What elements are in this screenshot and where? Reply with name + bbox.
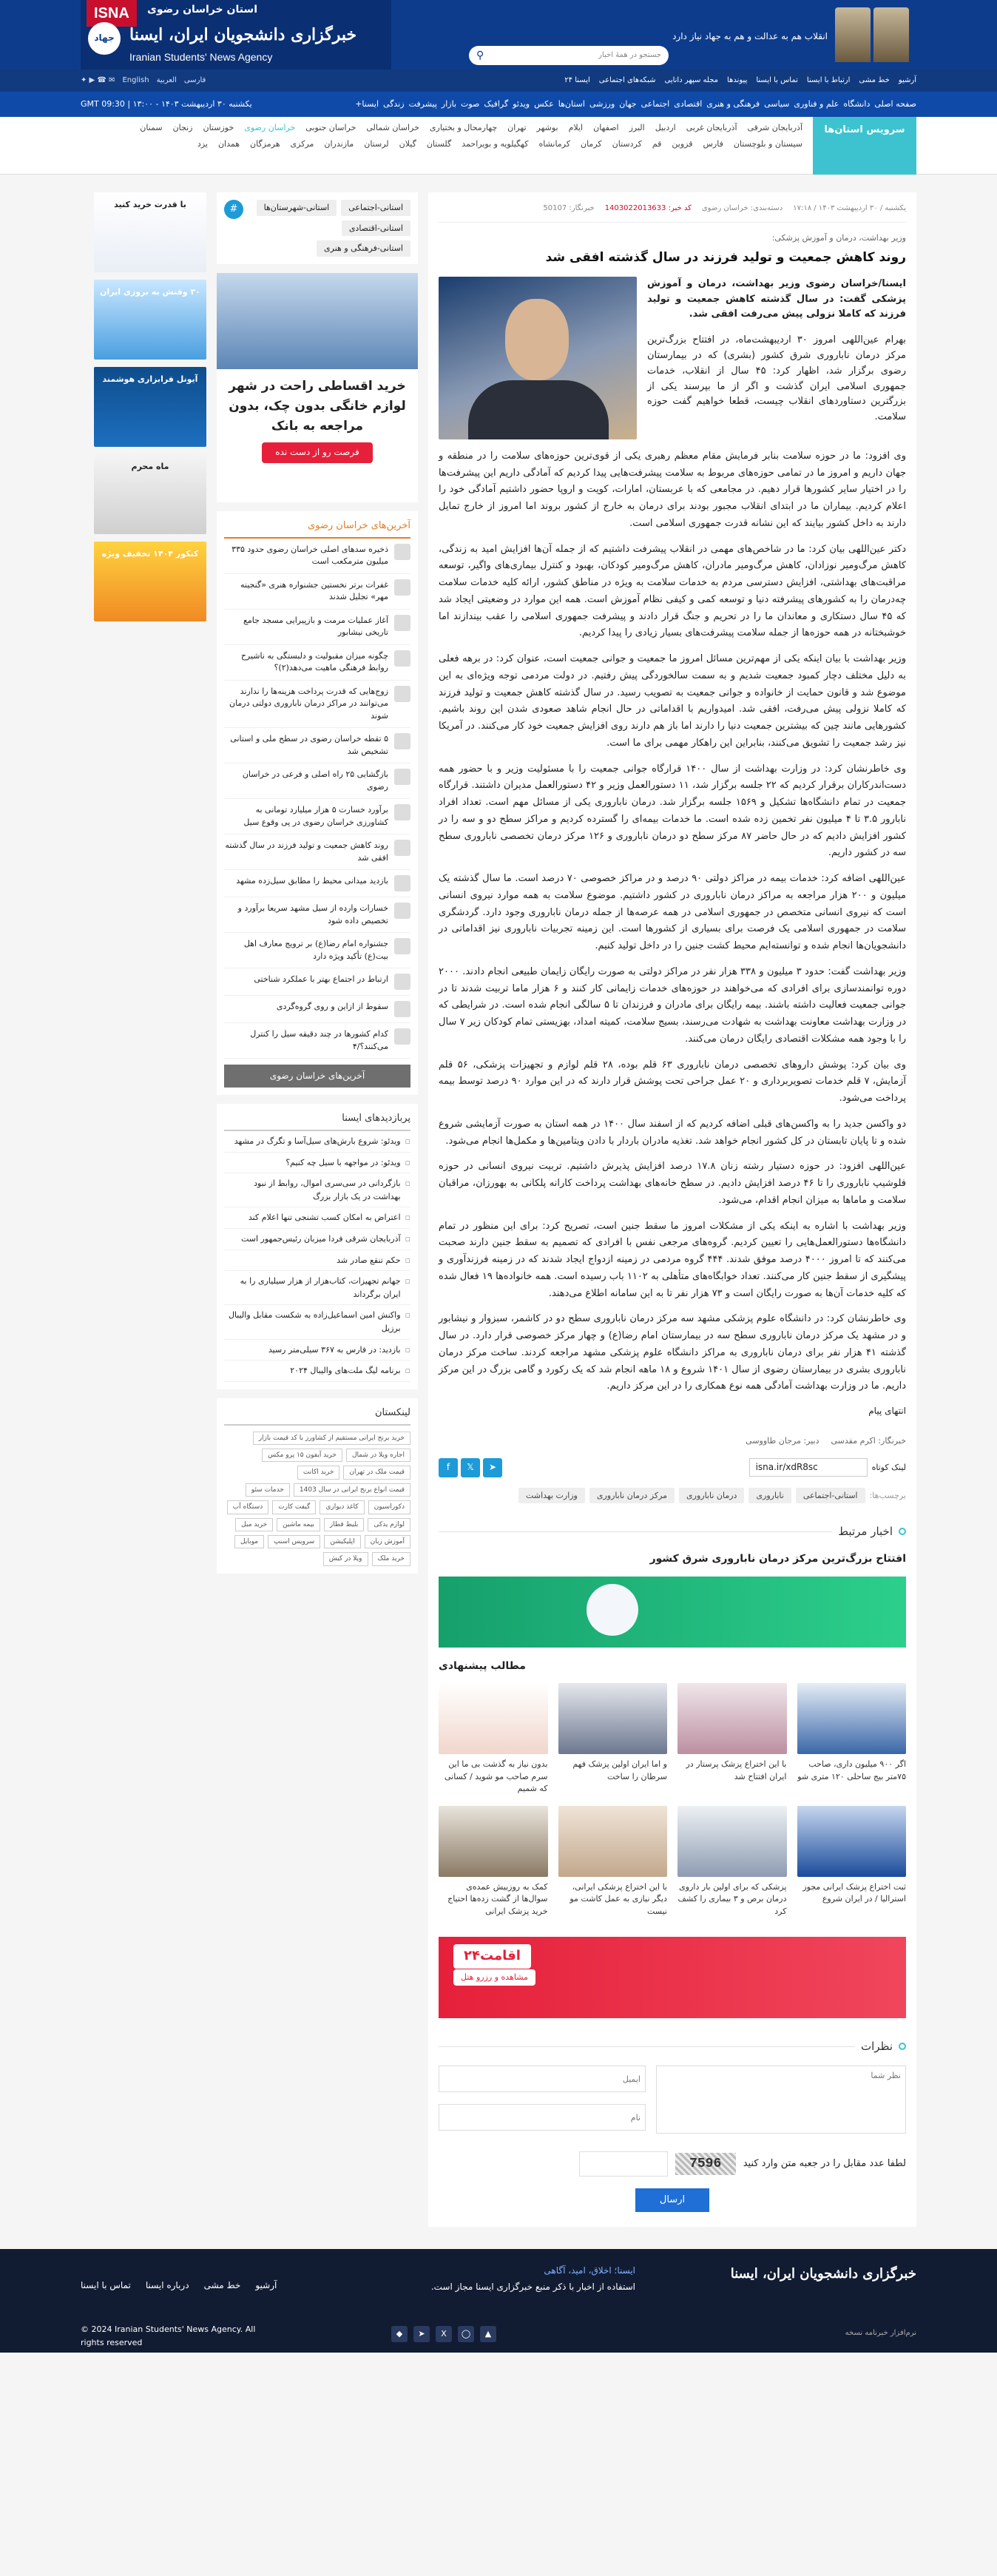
lang-ar[interactable]: العربية — [156, 76, 177, 84]
comment-form — [439, 2066, 906, 2140]
main-nav-item[interactable]: ایسنا+ — [355, 99, 379, 109]
side-ad[interactable] — [94, 192, 206, 272]
article-paragraph: دو واکسن جدید را به واکسن‌های قبلی اضافه کردیم که از اسفند سال ۱۴۰۰ در همه استان به صورت آزمایشی شروع شده و تا پایان تابستان در کل کشور انجام خواهد شد. تغذیه مادران باردار با دادن ویتامین‌ها و مکمل‌ها انجام می‌شود. — [439, 1118, 907, 1147]
most-visited-item[interactable]: ▫ بازدید: در فارس به ۳۶۷ سیلی‌متر رسید — [224, 1340, 410, 1361]
province-item[interactable]: لرستان — [364, 138, 389, 149]
comments-header — [439, 2037, 906, 2055]
province-name: استان خراسان رضوی — [147, 4, 258, 16]
latest-item[interactable] — [224, 728, 410, 763]
province-item[interactable]: مرکزی — [290, 138, 314, 149]
main-nav-item[interactable]: جهان — [619, 99, 637, 109]
suggested-card-caption: بدون نیاز به گذشت بی ما این سرم صاحب مو شوید / کسانی که شمیم — [444, 1759, 548, 1794]
link-chip[interactable]: اجاره ویلا در شمال — [346, 1449, 410, 1462]
side-ad[interactable] — [94, 367, 206, 447]
most-visited-item[interactable]: ▫ ویدئو: در مواجهه با سیل چه کنیم؟ — [224, 1153, 410, 1174]
latest-item[interactable] — [224, 681, 410, 729]
facebook-share-icon[interactable]: f — [439, 1458, 458, 1477]
footer-copyright: © 2024 Iranian Students' News Agency. All rights reserved — [81, 2324, 256, 2347]
latest-item[interactable] — [224, 1023, 410, 1059]
main-nav-item[interactable]: سیاسی — [764, 99, 790, 109]
suggested-card-caption: و اما ایران اولین پزشک فهم سرطان را ساخت — [572, 1759, 667, 1781]
logo[interactable] — [81, 0, 391, 70]
links-box — [217, 1398, 418, 1574]
category-chip[interactable]: استانی-فرهنگی و هنری — [317, 240, 410, 257]
province-item[interactable]: کرمان — [581, 138, 602, 149]
hotel-promo-banner[interactable] — [439, 1937, 906, 2018]
end-of-message: انتهای پیام — [868, 1406, 906, 1417]
suggested-card-image — [439, 1683, 548, 1754]
province-item[interactable]: سیستان و بلوچستان — [733, 138, 802, 149]
email-field[interactable] — [439, 2066, 646, 2092]
article-paragraph: وزیر بهداشت با بیان اینکه یکی از مهم‌ترین مسائل امروز ما جمعیت و جوانی جمعیت است، عنوان کرد: در برهه فعلی به دلیل مختلف دچار کمبود جمعیت شدیم و به سمت سالخوردگی پیش رفتیم. در دولت مردمی توجه ویژه‌ای به این موضوع شد و قانون حمایت از خانواده و جوانی جمعیت به تصویب رسید. در سال گذشته کاهش جمعیت و تولید فرزند که کاملا نزولی پیش می‌رفت، افقی شد. امیدواریم با اقداماتی در حال انجام شاهد صعودی شدن این روند باشیم. کشورهایی مانند چین که بیشترین جمعیت دنیا را دارند اما باز هم دارند روی افزایش جمعیت خود کار می‌کنند. در آمریکا نیز رشد جمعیت را تشویق می‌کنند، بنابراین این راهکار مهمی برای ما است. — [439, 653, 906, 749]
article-body — [439, 448, 906, 1395]
top-links — [564, 75, 916, 87]
sidebar-ad-text: خرید اقساطی راحت در شهر لوازم خانگی بدون چک، بدون مراجعه به بانک — [229, 378, 406, 434]
footer-link[interactable]: آرشیو — [255, 2279, 277, 2290]
link-chip[interactable]: دکوراسیون — [368, 1500, 410, 1514]
most-visited-list — [224, 1131, 410, 1382]
suggested-card[interactable] — [677, 1683, 787, 1796]
province-item[interactable]: خراسان رضوی — [244, 123, 296, 132]
link-chip[interactable]: خدمات سئو — [246, 1483, 290, 1497]
province-service-tag: سرویس استان‌ها — [813, 117, 916, 175]
latest-item[interactable] — [224, 933, 410, 968]
main-nav-items — [355, 98, 916, 111]
footer — [0, 2249, 997, 2353]
main-nav-item[interactable]: استان‌ها — [558, 99, 585, 109]
category-chip[interactable]: استانی-اقتصادی — [342, 220, 410, 237]
suggested-card-caption: اگر ۹۰۰ میلیون داری، صاحب ۷۵متر بیج ساحلی ۱۲۰ متری شو — [797, 1759, 906, 1781]
province-nav — [0, 117, 997, 175]
province-item[interactable]: خراسان شمالی — [366, 123, 419, 132]
reporter: خبرنگار: اکرم مقدسی — [831, 1436, 906, 1446]
reporter-code: خبرنگار: 50107 — [543, 204, 595, 212]
suggested-card-image — [558, 1683, 668, 1754]
jihad-emblem: جهاد — [88, 22, 121, 55]
latest-item-text: زوج‌هایی که قدرت پرداخت هزینه‌ها را ندارند می‌توانند در مراکز درمان ناباروری دولتی درمان شوند — [229, 686, 388, 721]
latest-item[interactable] — [224, 897, 410, 933]
telegram-share-icon[interactable]: ➤ — [483, 1458, 502, 1477]
suggested-card[interactable] — [558, 1683, 668, 1796]
site-header — [0, 0, 997, 70]
side-ad[interactable] — [94, 280, 206, 360]
main-nav-item[interactable]: اجتماعی — [641, 99, 670, 109]
latest-item-text: جشنواره امام رضا(ع) بر ترویج معارف اهل بیت(ع) تأکید ویژه دارد — [243, 939, 388, 961]
latest-item-text: کدام کشورها در چند دقیقه سیل را کنترل می‌کنند؟/۴ — [250, 1029, 388, 1051]
top-link[interactable]: آرشیو — [898, 76, 916, 84]
province-item[interactable]: قزوین — [672, 138, 693, 149]
top-link[interactable]: پیوندها — [727, 76, 748, 84]
article-paragraph: وی افزود: ما در حوزه سلامت بنابر فرمایش مقام معظم رهبری یکی از قوی‌ترین حوزه‌های سلامت را در منطقه و جهان داریم و امروز ما در تمامی حوزه‌های مربوط به سلامت پیشرفت‌هایی پیدا کردیم که آمادگی داریم این پیشرفت‌ها را در اختیار سایر کشورها قرار دهیم. در مجامعی که با عربستان، امارات، کویت و اروپا حضور داشتیم آمادگی خود را اعلام کردیم. بیماران ما در ابتدای انقلاب مجبور بودند برای درمان به خارج از کشور بروند اما امروز از خارج تمایل دارند به داخل کشور بیایند که این نشانه قدرت جمهوری اسلامی است. — [439, 450, 906, 529]
link-chip[interactable]: کاغذ دیواری — [320, 1500, 364, 1514]
latest-item-text: بازگشایی ۲۵ راه اصلی و فرعی در خراسان رضوی — [242, 769, 388, 792]
name-field[interactable] — [439, 2104, 646, 2131]
main-nav-item[interactable]: بازار — [441, 99, 457, 109]
latest-item-text: چگونه میزان مقبولیت و دلبستگی به ناشیرح روابط فرهنگی ماهیت می‌دهد(۲)؟ — [240, 650, 388, 673]
most-visited-item[interactable]: ▫ جهانم تجهیزات، کتاب‌هزار از هزار سیلیاری را به ایران برگرداند — [224, 1271, 410, 1305]
link-chip[interactable]: موبایل — [234, 1535, 264, 1548]
province-item[interactable]: البرز — [629, 123, 645, 132]
link-chips — [224, 1432, 410, 1566]
province-item[interactable]: گیلان — [399, 138, 416, 149]
suggested-card[interactable] — [558, 1806, 668, 1918]
article-kicker: وزیر بهداشت، درمان و آموزش پزشکی: — [771, 233, 906, 243]
news-code: کد خبر: 1403022013633 — [604, 204, 692, 212]
latest-number-icon — [394, 769, 410, 785]
article-paragraph: وی خاطرنشان کرد: در دانشگاه علوم پزشکی مشهد سه مرکز درمان ناباروری سطح دو در کاشمر، سبزوار و نیشابور و در مشهد یک مرکز درمان ناباروری سطح سه در بیمارستان امام رضا(ع) و چهار مرکز خصوصی قرار دارد. در سال گذشته ۴۱ هزار نفر برای درمان ناباروری به مراکز دانشگاه علوم پزشکی مشهد مراجعه کردند. ساخت مرکز درمان ناباروری بشری در بیمارستان رضوی از سال ۱۴۰۱ شروع و ۱۸ ماهه انجام شد که یک رکورد و گامی بزرگ در این مرکز داریم. ما در وزارت بهداشت آمادگی همه نوع همکاری را در این مرکز داریم. — [439, 1313, 907, 1392]
link-chip[interactable]: قیمت انواع برنج ایرانی در سال 1403 — [294, 1483, 410, 1497]
latest-item[interactable] — [224, 574, 410, 610]
twitter-share-icon[interactable]: 𝕏 — [461, 1458, 480, 1477]
authors — [439, 1434, 906, 1448]
province-item[interactable]: ایلام — [568, 123, 584, 132]
share-buttons — [439, 1458, 502, 1477]
side-ad-text: ماه محرم — [131, 462, 169, 471]
province-item[interactable]: فارس — [703, 138, 723, 149]
most-visited-item[interactable]: ▫ حکم تنقع صادر شد — [224, 1250, 410, 1272]
sidebar-ad[interactable] — [217, 273, 418, 502]
latest-item[interactable] — [224, 870, 410, 897]
most-visited-item[interactable]: ▫ برنامه لیگ ملت‌های والیبال ۲۰۲۴ — [224, 1361, 410, 1382]
telegram-icon[interactable]: ➤ — [413, 2326, 430, 2342]
latest-number-icon — [394, 686, 410, 702]
main-nav-item[interactable]: فرهنگی و هنری — [706, 99, 760, 109]
latest-item-text: روند کاهش جمعیت و تولید فرزند در سال گذشته افقی شد — [225, 840, 388, 863]
agency-name-en: Iranian Students' News Agency — [129, 51, 273, 63]
province-item[interactable]: چهارمحال و بختیاری — [429, 123, 498, 132]
suggested-card-image — [797, 1806, 907, 1877]
tag-chip[interactable]: مرکز درمان ناباروری — [589, 1488, 675, 1504]
latest-item[interactable] — [224, 968, 410, 996]
top-link[interactable]: خط مشی — [859, 76, 890, 84]
submit-comment-button[interactable]: ارسال — [635, 2188, 709, 2212]
suggested-card[interactable] — [439, 1806, 548, 1918]
latest-number-icon — [394, 1028, 410, 1045]
latest-item[interactable] — [224, 610, 410, 645]
main-nav-item[interactable]: صفحه اصلی — [874, 99, 916, 109]
province-item[interactable]: مازندران — [324, 138, 354, 149]
related-news-item[interactable]: افتتاح بزرگ‌ترین مرکز درمان ناباروری شرق کشور — [649, 1553, 906, 1565]
province-item[interactable]: گلستان — [426, 138, 452, 149]
top-link[interactable]: تماس با ایسنا — [756, 76, 798, 84]
footer-social — [391, 2326, 496, 2342]
side-ad-text: آیونل فرابزاری هوشمند — [102, 374, 198, 384]
links-title: لینکستان — [224, 1406, 410, 1426]
article-title: روند کاهش جمعیت و تولید فرزند در سال گذشته افقی شد — [545, 249, 906, 265]
main-nav-item[interactable]: گرافیک — [484, 99, 509, 109]
suggested-card[interactable] — [797, 1806, 907, 1918]
footer-link[interactable]: تماس با ایسنا — [81, 2279, 131, 2290]
footer-links — [81, 2279, 277, 2293]
aparat-icon[interactable]: ▲ — [480, 2326, 496, 2342]
main-nav — [0, 92, 997, 117]
lang-en[interactable]: English — [122, 76, 149, 84]
captcha-input[interactable] — [579, 2151, 668, 2177]
link-chip[interactable]: دستگاه آب — [227, 1500, 269, 1514]
suggested-title: مطالب پیشنهادی — [439, 1659, 526, 1672]
tags-label: برچسب‌ها: — [869, 1490, 906, 1500]
side-ad-text: با قدرت خرید کنید — [114, 200, 186, 209]
link-chip[interactable]: خرید آیفون ۱۵ پرو مکس — [262, 1449, 342, 1462]
captcha-label: لطفا عدد مقابل را در جعبه متن وارد کنید — [743, 2157, 906, 2169]
search-box[interactable] — [469, 46, 669, 65]
main-nav-item[interactable]: صوت — [461, 99, 480, 109]
article-paragraph: عین‌اللهی اضافه کرد: خدمات بیمه در مراکز دولتی ۹۰ درصد و در مراکز خصوصی ۷۰ درصد است. ما سال گذشته یک میلیون و ۲۰۰ هزار مراجعه به مراکز درمان ناباروری در کشور داشتیم. موضوع سلامت به همه موارد نیروی انسانی است که نیروی انسانی متخصص در جمهوری اسلامی در همه عرصه‌ها از جمله درمان ناباروری وجود دارد. گردشگری سلامت در جمهوری اسلامی یک فرصت برای بسیاری از کشورها است. این زمینه تجربیات ناباروری نیز اقداماتی در دانشجویان‌ها انجام شده و توانسته‌ایم محیط کشت جنین را در داخل تولید کنیم. — [439, 873, 907, 952]
comment-textarea[interactable] — [656, 2066, 906, 2134]
suggested-card-caption: با این اختراع پزشک پرستار در ایران افتتاح شد — [686, 1759, 787, 1781]
top-link[interactable]: مجله سپهر دانایی — [664, 76, 719, 84]
province-item[interactable]: تهران — [507, 123, 527, 132]
suggested-card-image — [439, 1806, 548, 1877]
category-box — [217, 192, 418, 264]
main-nav-item[interactable]: دانشگاه — [843, 99, 871, 109]
main-nav-item[interactable]: زندگی — [383, 99, 405, 109]
promo-sub: مشاهده و رزرو هتل — [453, 1969, 535, 1986]
latest-number-icon — [394, 579, 410, 596]
suggested-card[interactable] — [439, 1683, 548, 1796]
latest-item-text: بازدید میدانی محیط را مطابق سیل‌زده مشهد — [236, 876, 388, 886]
latest-number-icon — [394, 840, 410, 856]
main-nav-item[interactable]: عکس — [534, 99, 554, 109]
top-link[interactable]: شبکه‌های اجتماعی — [598, 76, 656, 84]
latest-number-icon — [394, 544, 410, 560]
rubika-icon[interactable]: ◆ — [391, 2326, 408, 2342]
latest-number-icon — [394, 650, 410, 667]
latest-number-icon — [394, 615, 410, 631]
link-chip[interactable]: خرید ملک — [372, 1552, 410, 1565]
publish-date: یکشنبه / ۳۰ اردیبهشت ۱۴۰۳ / ۱۷:۱۸ — [793, 204, 906, 212]
province-item[interactable]: خراسان جنوبی — [305, 123, 356, 132]
main-nav-item[interactable]: پیشرفت — [408, 99, 437, 109]
article-paragraph: وی بیان کرد: پوشش داروهای تخصصی درمان ناباروری ۶۳ قلم بوده، ۲۸ قلم لوازم و تجهیزات پزشکی، ۵۶ قلم آزمایش، ۷ قلم خدمات تصویربرداری و ۲۰ عمل جراحی تحت پوشش قرار دارند که در این موارد ۹۰ درصد توسط بیمه پرداخت می‌شود. — [439, 1059, 906, 1105]
leaders-portraits — [835, 7, 909, 62]
instagram-icon[interactable]: ◯ — [458, 2326, 474, 2342]
suggested-card[interactable] — [677, 1806, 787, 1918]
province-item[interactable]: قم — [652, 138, 662, 149]
latest-number-icon — [394, 1001, 410, 1017]
side-ad-text: کنکور ۱۴۰۴ تخفیف ویژه — [101, 549, 199, 559]
main-nav-item[interactable]: علم و فناوری — [794, 99, 839, 109]
latest-item[interactable] — [224, 834, 410, 870]
main-nav-item[interactable]: ویدئو — [513, 99, 530, 109]
article-lead: ایسنا/خراسان رضوی وزیر بهداشت، درمان و آموزش پزشکی گفت: در سال گذشته کاهش جمعیت و تولید فرزند که کاملا نزولی پیش می‌رفت افقی شد. — [647, 277, 906, 320]
link-chip[interactable]: خرید مبل — [235, 1518, 273, 1531]
latest-number-icon — [394, 875, 410, 891]
province-item[interactable]: کردستان — [612, 138, 642, 149]
article-meta — [439, 203, 906, 223]
footer-slogan: ایسنا؛ اخلاق، امید، آگاهی — [544, 2265, 635, 2276]
article-paragraph: دکتر عین‌اللهی بیان کرد: ما در شاخص‌های مهمی در انقلاب پیشرفت داشتیم که از جمله آن‌ها افزایش امید به زندگی، کاهش مرگ‌ومیر نوزادان، کاهش مرگ‌ومیر مادران، کاهش مرگ‌ومیر کودکان، بهبود و کنترل بیماری‌های واگیر، توسعه مراقبت‌های بهداشتی، افزایش دسترسی مردم به خدمات سلامت به ویژه در مناطق کشور، ارائه کلیه خدمات سلامت چه‌درمان را به کشورهای پیشرفته دنیا و توسعه کمی و کیفی نظام آموزش است. همه این موارد در وضعیتی ایجاد شد که ۴۵ سال دستکاری و معاندان ما را در تحریم و جنگ قرار دادند و پیشرفت جمهوری اسلامی را عقب بیندازند اما خوشبختانه در همه حوزه‌ها از جمله سلامت پیشرفت‌های بسیار زیادی را پیدا کردیم. — [439, 543, 906, 639]
province-item[interactable]: اصفهان — [593, 123, 619, 132]
suggested-card-image — [677, 1683, 787, 1754]
captcha-row — [439, 2151, 906, 2177]
short-link-label: لینک کوتاه — [871, 1463, 906, 1473]
ads-column — [94, 192, 206, 621]
province-item[interactable]: اردبیل — [655, 123, 676, 132]
ad-banner[interactable] — [439, 1577, 906, 1648]
link-chip[interactable]: خرید اکانت — [297, 1466, 340, 1479]
most-visited-item[interactable]: ▫ آذربایجان شرقی فردا میزبان رئیس‌جمهور است — [224, 1229, 410, 1250]
latest-item-text: ۵ تقطه خراسان رضوی در سطح ملی و استانی تشخیص شد — [230, 734, 388, 756]
latest-number-icon — [394, 974, 410, 990]
short-link — [749, 1458, 906, 1477]
footer-logo[interactable]: خبرگزاری دانشجویان ایران، ایسنا — [730, 2265, 916, 2282]
main-nav-item[interactable]: ورزشی — [589, 99, 615, 109]
link-chip[interactable]: لوازم یدکی — [368, 1518, 410, 1531]
suggested-card-caption: ثبت اختراع پزشک ایرانی مجوز استرالیا / در ایران شروع — [802, 1881, 906, 1904]
province-item[interactable]: هرمزگان — [250, 138, 280, 149]
article-paragraph: وزیر بهداشت با اشاره به اینکه یکی از مشکلات امروز ما سقط جنین است، تصریح کرد: برای این منظور در تمام دانشگاه‌ها دستورالعمل‌هایی را تعیین کردیم. گروه‌های مرجعی نفس با افرادی که تصمیم به سقط جنین دارند صحبت می‌کنند که تا امروز ۴۰۰۰ درصد موفق شدند. ۴۴۴ گروه مردمی در زمینه ازدواج ایجاد شدند که در زمینه فرزندآوری و پیشگیری از سقط جنین کار می‌کنند. تعداد خوابگاه‌های متأهلی به ۱۱۰۲ باب رسیده است. همه خانواده‌ها ۱۹ فعال شده که کلیه خدمات آن‌ها به صورت رایگان است و ۷۳ هزار نفر تا به این سامانه اطلاع می‌دهند. — [439, 1220, 907, 1299]
agency-name-fa: خبرگزاری دانشجویان ایران، ایسنا — [129, 25, 357, 44]
related-title: اخبار مرتبط — [838, 1525, 893, 1539]
latest-item-text: سقوط از ازاین و روی گروه‌گردی — [276, 1002, 388, 1012]
latest-item-text: غفرات برتر نخستین جشنواره هنری «گنجینه مهر» تجلیل شدند — [240, 579, 388, 602]
main-nav-item[interactable]: اقتصادی — [674, 99, 703, 109]
link-chip[interactable]: قیمت ملک در تهران — [343, 1466, 410, 1479]
suggested-card-caption: کمک به روزبیش عمده‌ی سوال‌ها از گشت زده‌ها احتیاج خرید پزشک ایرانی — [447, 1881, 548, 1916]
province-item[interactable]: کرمانشاه — [538, 138, 570, 149]
latest-item[interactable] — [224, 539, 410, 574]
editor: دبیر: مرجان طاووسی — [746, 1436, 819, 1446]
suggested-card-image — [558, 1806, 668, 1877]
most-visited-item[interactable]: ▫ ویدئو: شروع بارش‌های سیل‌آسا و تگرگ در مشهد — [224, 1131, 410, 1153]
article-paragraph: وی خاطرنشان کرد: در وزارت بهداشت از سال ۱۴۰۰ قرارگاه جوانی جمعیت را با مسئولیت وزیر و با حضور همه دست‌اندرکاران برقرار کردیم که ۲۲ جلسه برگزار شد، ۱۱ دستورالعمل وزیر و ۴۲ دستورالعمل مدیران داشتند. قرارگاه جمعیت در تمام دانشگاه‌ها تشکیل و ۱۵۶۹ جلسه برگزار شد. درمان ناباروری یکی از مسائل مهم است. تعداد افراد نابارور ۳.۵ تا ۴ میلیون نفر تخمین زده شده است. ما خدمات بیمه‌ای را گسترده کردیم و مراکز سطح دو و سه را در کشور افزایش دادیم که در حال حاضر ۸۷ مرکز سطح دو درمان ناباروری و ۱۲۶ مرکز درمان تخصصی ناباروری سطح سه در کشور داریم. — [439, 763, 907, 859]
tag-chip[interactable]: وزارت بهداشت — [518, 1488, 585, 1504]
footer-copy-note: استفاده از اخبار با ذکر منبع خبرگزاری ایسنا مجاز است. — [430, 2281, 635, 2292]
category-chip[interactable]: استانی-شهرستان‌ها — [257, 200, 337, 216]
side-ad[interactable] — [94, 542, 206, 621]
hashtag-icon: # — [224, 200, 243, 219]
search-input[interactable]: جستجو در همهٔ اخبار — [598, 51, 661, 59]
x-icon[interactable]: X — [436, 2326, 452, 2342]
developer-credit: نرم‌افزار خبرنامه نسخه — [845, 2328, 916, 2337]
category-chips — [249, 200, 410, 257]
most-visited-item[interactable]: ▫ اعتراض به امکان کسب تشنجی تنها اعلام کند — [224, 1207, 410, 1229]
category-chip[interactable]: استانی-اجتماعی — [341, 200, 410, 216]
article-photo[interactable] — [439, 277, 637, 439]
short-link-field[interactable]: isna.ir/xdR8sc — [749, 1458, 868, 1477]
article — [428, 192, 916, 2227]
category[interactable]: دسته‌بندی: خراسان رضوی — [701, 204, 783, 212]
language-switcher — [81, 75, 206, 87]
province-item[interactable]: سمنان — [140, 123, 163, 132]
latest-item-text: برآورد خسارت ۵ هزار میلیارد تومانی به کشاورزی خراسان رضوی در پی وقوع سیل — [243, 805, 388, 827]
most-visited-box — [217, 1104, 418, 1389]
captcha-image: 7596 — [675, 2153, 736, 2175]
article-paragraph: عین‌اللهی افزود: در حوزه دستیار رشته زنان ۱۷.۸ درصد افزایش پذیرش داشتیم. تربیت نیروی انسانی در حوزه فلوشیپ ناباروری را تا ۴۶ درصد افزایش دادیم. در سطح خانه‌های بهداشت پرداخت کارانه پلکانی به بهورزان، مراقبان سلامت و ماماها به میزان انجام اقدام، می‌شود. — [439, 1161, 906, 1206]
footer-link[interactable]: خط مشی — [203, 2279, 241, 2290]
tag-chip[interactable]: استانی-اجتماعی — [796, 1488, 865, 1504]
latest-item-text: ذخیره سدهای اصلی خراسان رضوی حدود ۳۳۵ میلیون مترمکعب است — [231, 544, 388, 567]
social-icons[interactable]: ✉ ☎ ▶ ✦ — [81, 76, 115, 84]
top-link[interactable]: ارتباط با ایسنا — [806, 76, 851, 84]
province-item[interactable]: خوزستان — [203, 123, 234, 132]
most-visited-item[interactable]: ▫ واکنش امین اسماعیل‌زاده به شکست مقابل والیبال برزیل — [224, 1305, 410, 1339]
province-item[interactable]: کهگیلویه و بویراحمد — [462, 138, 529, 149]
latest-title: آخرین‌های خراسان رضوی — [224, 519, 410, 539]
latest-number-icon — [394, 733, 410, 749]
latest-item[interactable] — [224, 799, 410, 834]
link-chip[interactable]: آموزش زبان — [365, 1535, 410, 1548]
isna-badge: ISNA — [87, 0, 137, 27]
most-visited-item[interactable]: ▫ بازگردانی در سی‌سری اموال، روابط از نبود بهداشت در یک بازار بزرگ — [224, 1173, 410, 1207]
top-link[interactable]: ایسنا ۲۴ — [564, 76, 590, 84]
link-chip[interactable]: اپلیکیشن — [324, 1535, 360, 1548]
tags — [439, 1488, 906, 1504]
lang-fa[interactable]: فارسی — [183, 76, 206, 84]
related-news-header — [439, 1523, 906, 1540]
sidebar-ad-button[interactable]: فرصت رو از دست نده — [262, 442, 372, 462]
latest-item[interactable] — [224, 763, 410, 799]
province-item[interactable]: زنجان — [172, 123, 193, 132]
tag-chip[interactable]: ناباروری — [748, 1488, 791, 1504]
top-bar — [0, 70, 997, 92]
article-lead-2: بهرام عین‌اللهی امروز ۳۰ اردیبهشت‌ماه، در افتتاح بزرگ‌ترین مرکز درمان ناباروری شرق کشور (بشری) که در بیمارستان رضوی برگزار شد، اظهار کرد: ۴۵ سال از انقلاب، خدمات جمهوری اسلامی ایران گذشت و اگر از ما بپرسند یکی از بزرگترین دستاوردهای انقلاب چیست، قطعا خواهیم گفت حوزه سلامت. — [647, 334, 906, 423]
province-item[interactable]: بوشهر — [536, 123, 558, 132]
header-quote: انقلاب هم به عدالت و هم به جهاد نیاز دارد — [672, 31, 828, 41]
province-item[interactable]: آذربایجان غربی — [686, 123, 737, 132]
link-chip[interactable]: خرید برنج ایرانی مستقیم از کشاورز با کد قیمت بازار — [253, 1432, 410, 1445]
suggested-card-image — [797, 1683, 907, 1754]
latest-number-icon — [394, 804, 410, 820]
link-chip[interactable]: ویلا در کیش — [323, 1552, 368, 1565]
search-icon[interactable]: ⚲ — [476, 49, 484, 61]
tag-chip[interactable]: درمان ناباروری — [679, 1488, 744, 1504]
latest-number-icon — [394, 938, 410, 954]
suggested-card-caption: با این اختراع پزشکی ایرانی، دیگر نیازی به عمل کاشت مو نیست — [570, 1881, 667, 1916]
footer-link[interactable]: درباره ایسنا — [145, 2279, 189, 2290]
comments-title: نظرات — [860, 2040, 893, 2054]
latest-box — [217, 511, 418, 1095]
side-ad[interactable] — [94, 454, 206, 534]
latest-item-text: خسارات وارده از سیل مشهد سریعا برآورد و تخصیص داده شود — [237, 903, 388, 925]
latest-item-text: ارتباط در اجتماع بهتر با عملکرد شناختی — [254, 974, 388, 985]
link-chip[interactable]: سرویس اسنپ — [268, 1535, 320, 1548]
latest-number-icon — [394, 903, 410, 919]
latest-item-text: آغاز عملیات مرمت و بازپیرایی مسجد جامع تاریخی نیشابور — [243, 615, 388, 638]
province-item[interactable]: آذربایجان شرقی — [747, 123, 802, 132]
current-date: یکشنبه ۳۰ اردیبهشت ۱۴۰۳ - ۱۳:۰۰ | GMT 09:30 — [81, 99, 252, 109]
latest-more-button[interactable]: آخرین‌های خراسان رضوی — [224, 1065, 410, 1088]
province-item[interactable]: یزد — [197, 138, 208, 149]
link-chip[interactable]: بیمه ماشین — [277, 1518, 320, 1531]
latest-item[interactable] — [224, 645, 410, 681]
promo-brand: اقامت۲۴ — [453, 1944, 531, 1969]
province-list — [81, 117, 813, 175]
suggested-card-caption: پزشکی که برای اولین بار داروی درمان برص و ۳ بیماری را کشف کرد — [677, 1881, 787, 1916]
most-visited-title: پربازدیدهای ایسنا — [224, 1111, 410, 1131]
suggested-card[interactable] — [797, 1683, 907, 1796]
article-paragraph: وزیر بهداشت گفت: حدود ۳ میلیون و ۳۳۸ هزار نفر در مراکز دولتی به صورت رایگان زایمان طبیعی انجام دادند. ۲۰۰۰ دوره توانمندسازی برای افرادی که می‌خواهند در حوزه‌های خدمات زایمانی کار کنند و ۶ هزار ماما تربیت شدند تا در جوانی جمعیت فعالیت داشته باشند. بیمه رایگان برای مادران و فرزندان تا ۵ سالگی انجام شده است. در شرایطی که در وزارت بهداشت معاونت بهداشت به شهادت می‌رسند، بسیج سلامت، کمیته امداد، بهزیستی تمام کودکان زیر ۷ سال را با وجود همه مشکلات اقتصادی رایگان درمان می‌کنند. — [439, 965, 907, 1045]
suggested-card-image — [677, 1806, 787, 1877]
link-chip[interactable]: بلیط قطار — [324, 1518, 364, 1531]
latest-list — [224, 539, 410, 1059]
suggested-grid — [439, 1683, 906, 1918]
sidebar — [217, 192, 418, 1574]
side-ad-text: ۳۰ وقتش به بروزی ایران — [100, 287, 200, 297]
latest-item[interactable] — [224, 996, 410, 1023]
link-chip[interactable]: گیفت کارت — [272, 1500, 316, 1514]
province-item[interactable]: همدان — [217, 138, 240, 149]
